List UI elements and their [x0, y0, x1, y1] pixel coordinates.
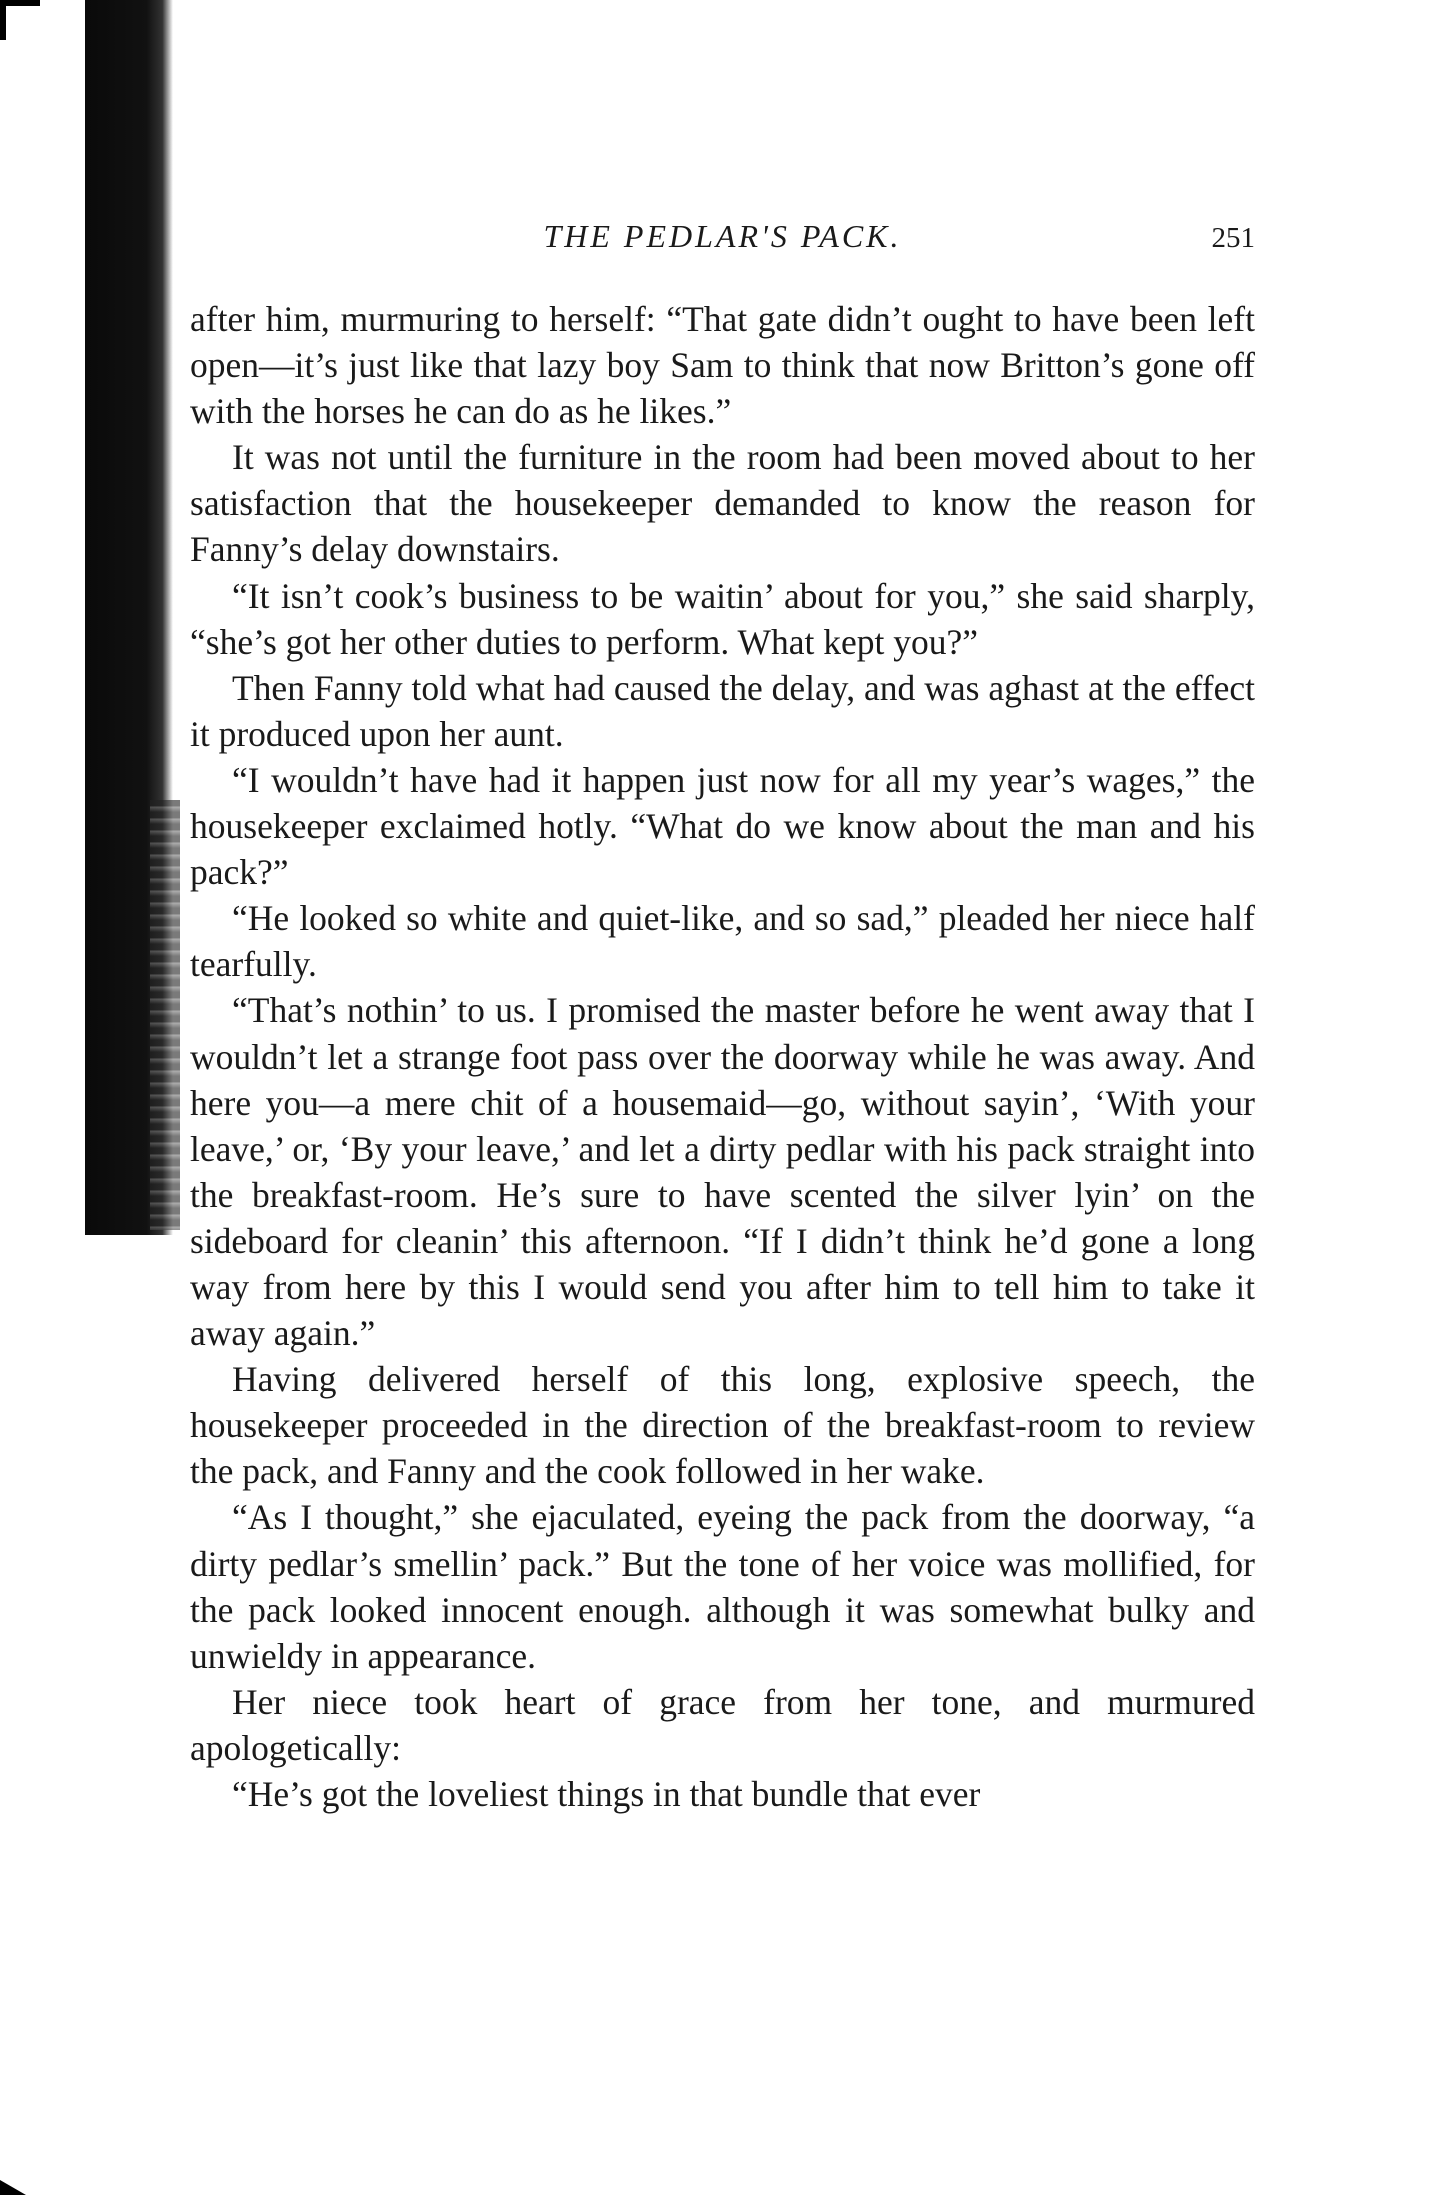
paragraph: after him, murmuring to herself: “That gate didn’t ought to have been left open—it’s just like that lazy boy Sam to think that now Britton’s gone off with the horses he can do as he likes.”	[190, 299, 1255, 432]
paragraph: “He looked so white and quiet-like, and so sad,” pleaded her niece half tearfully.	[190, 898, 1255, 985]
scan-binding-edge	[150, 800, 180, 1230]
paragraph: “I wouldn’t have had it happen just now for all my year’s wages,” the housekeeper exclaimed hotly. “What do we know about the man and his pack?”	[190, 759, 1255, 893]
paragraph: “He’s got the loveliest things in that bundle that ever	[232, 1774, 981, 1814]
running-title: THE PEDLAR'S PACK.	[543, 218, 902, 254]
paragraph: It was not until the furniture in the room had been moved about to her satisfaction that the housekeeper demanded to know the reason for Fanny’s delay downstairs.	[190, 437, 1255, 570]
page-number: 251	[1211, 222, 1255, 254]
page-text	[190, 296, 1255, 1817]
paragraph: “It isn’t cook’s business to be waitin’ about for you,” she said sharply, “she’s got her other duties to perform. What kept you?”	[190, 575, 1255, 662]
paragraph: Her niece took heart of grace from her tone, and murmured apologetically:	[190, 1681, 1255, 1768]
scan-corner-mark-top	[0, 0, 40, 40]
scan-corner-mark-bottom	[0, 2180, 26, 2195]
paragraph: “As I thought,” she ejaculated, eyeing the pack from the doorway, “a dirty pedlar’s smellin’ pack.” But the tone of her voice was mollified, for the pack looked innocent enough. although it was somewhat bulky and unwieldy in appearance.	[190, 1497, 1255, 1676]
running-head	[190, 218, 1255, 264]
paragraph: Then Fanny told what had caused the delay, and was aghast at the effect it produced upon her aunt.	[190, 667, 1255, 754]
paragraph: “That’s nothin’ to us. I promised the master before he went away that I wouldn’t let a strange foot pass over the doorway while he was away. And here you—a mere chit of a housemaid—go, without sayin’, ‘With your leave,’ or, ‘By your leave,’ and let a dirty pedlar with his pack straight into the breakfast-room. He’s sure to have scented the silver lyin’ on the sideboard for cleanin’ this afternoon. “If I didn’t think he’d gone a long way from here by this I would send you after him to tell him to take it away again.”	[190, 990, 1255, 1354]
paragraph: Having delivered herself of this long, explosive speech, the housekeeper proceeded in the direction of the breakfast-room to review the pack, and Fanny and the cook followed in her wake.	[190, 1359, 1255, 1492]
